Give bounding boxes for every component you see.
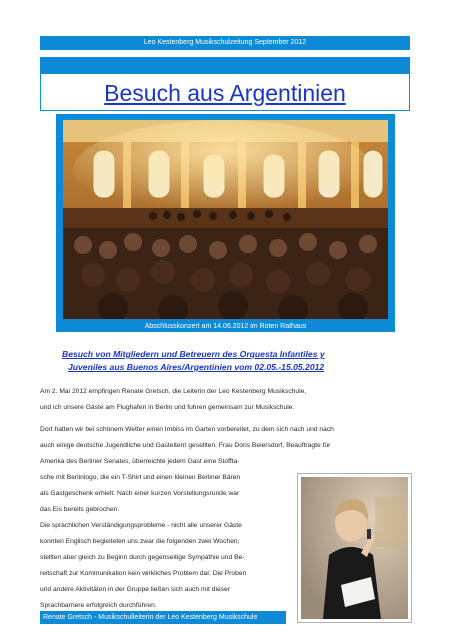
paragraph-line: als Gastgeschenk erhielt. Nach einer kurzen Vorstellungsrunde war <box>40 490 240 497</box>
paragraph-line: Dort hatten wir bei schönem Wetter einen Imbiss im Garten vorbereitet, zu dem sich nach und nach <box>40 426 334 433</box>
concert-photo <box>63 120 388 319</box>
paragraph-line: und andere Aktivitäten in der Gruppe ließen sich auch mit dieser <box>40 586 230 593</box>
paragraph-line: Amerika des Berliner Senates, überreichte jedem Gast eine Stoffta- <box>40 458 240 465</box>
photo-caption: Abschlusskonzert am 14.06.2012 im Roten Rathaus <box>144 323 307 330</box>
paragraph-line: sche mit Berlinlogo, die ein T-Shirt und einen kleinen Berliner Bären <box>40 474 241 481</box>
paragraph-line: konnten Englisch begleiteten uns zwar die folgenden zwei Wochen, <box>40 538 240 545</box>
paragraph-line: Am 2. Mai 2012 empfingen Renate Gretsch, die Leiterin der Leo Kestenberg Musikschule, <box>40 388 307 395</box>
paragraph-line: stellten aber gleich zu Beginn durch gegenseitige Sympathie und Be- <box>40 554 245 561</box>
paragraph-line: und ich unsere Gäste am Flughafen in Berlin und fuhren gemeinsam zur Musikschule. <box>40 404 295 411</box>
paragraph-line: auch einige deutsche Jugendliche und Gasteltern gesellten. Frau Doris Beiersdorf, Beauftragte für <box>40 442 331 449</box>
portrait-caption: Renate Gretsch - Musikschulleiterin der Leo Kestenberg Musikschule <box>40 611 286 624</box>
paragraph-1 <box>40 384 410 416</box>
paragraph-line: Sprachbarriere erfolgreich durchführen. <box>40 602 157 609</box>
subheading-line-2: Juveniles aus Buenos Aires/Argentinien vom 02.05.-15.05.2012 <box>68 362 325 372</box>
article-subheading <box>62 348 392 374</box>
subheading-line-1: Besuch von Mitgliedern und Betreuern des Orquesta Infantiles y <box>62 349 325 359</box>
paragraph-3 <box>40 518 290 614</box>
concert-photo-frame <box>56 114 395 332</box>
newsletter-header: Leo Kestenberg Musikschulzeitung September 2012 <box>40 36 410 50</box>
paragraph-line: reitschaft zur Kommunikation kein wirkliches Problem dar. Die Proben <box>40 570 247 577</box>
portrait-photo-frame <box>297 473 412 623</box>
page-title: Besuch aus Argentinien <box>104 80 346 106</box>
paragraph-line: Die sprachlichen Verständigungsprobleme - nicht alle unserer Gäste <box>40 522 242 529</box>
paragraph-line: das Eis bereits gebrochen. <box>40 506 120 513</box>
portrait-photo <box>301 477 408 619</box>
header-band <box>40 57 410 74</box>
title-box <box>40 74 410 111</box>
